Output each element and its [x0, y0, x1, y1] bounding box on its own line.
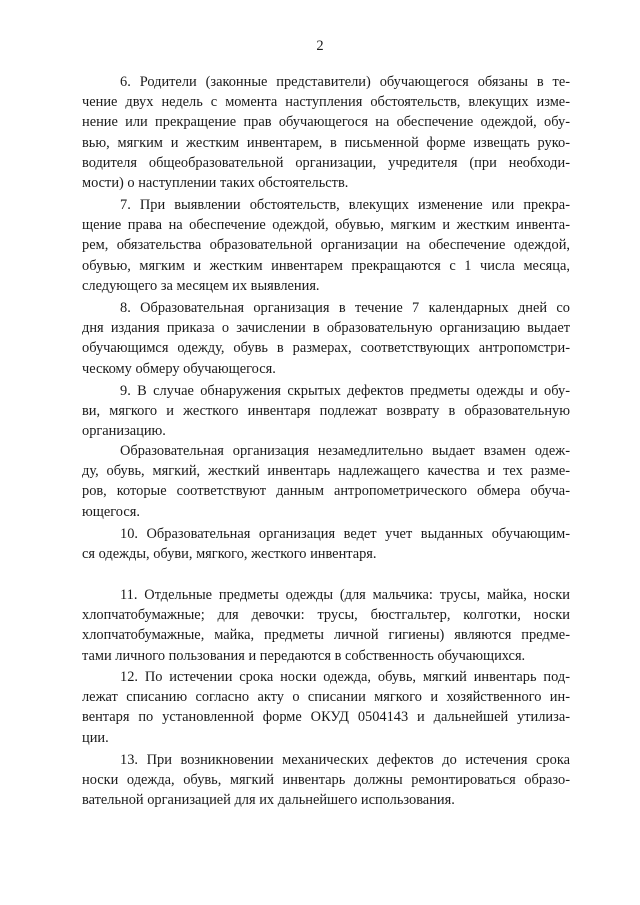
paragraph-line: обувью, мягким и жестким инвентарем прекращаются с 1 числа месяца, [82, 257, 570, 274]
paragraph-line: лежат списанию согласно акту о списании мягкого и хозяйственного ин- [82, 689, 570, 706]
page-number: 2 [316, 38, 324, 54]
paragraph-line: 13. При возникновении механических дефектов до истечения срока [120, 752, 570, 768]
paragraph-7 [82, 195, 570, 296]
paragraph-12 [82, 667, 570, 748]
paragraph-line: рем, обязательства образовательной организации на обеспечение одеждой, [82, 237, 570, 254]
paragraph-line: чение двух недель с момента наступления обстоятельств, влекущих изме- [82, 94, 570, 111]
paragraph-13 [82, 750, 570, 811]
paragraph-line: 11. Отдельные предметы одежды (для мальчика: трусы, майка, носки [120, 587, 570, 603]
paragraph-line: щение права на обеспечение одеждой, обувью, мягким и жестким инвента- [82, 217, 570, 234]
paragraph-line: нение или прекращение прав обучающегося на обеспечение одеждой, обу- [82, 114, 570, 131]
paragraph-line: ду, обувь, мягкий, жесткий инвентарь надлежащего качества и тех разме- [82, 463, 570, 480]
paragraph-line: носки одежда, обувь, мягкий инвентарь должны ремонтироваться образо- [82, 772, 570, 789]
paragraph-8 [82, 298, 570, 379]
paragraph-line: Образовательная организация незамедлительно выдает взамен одеж- [120, 443, 570, 459]
paragraph-6 [82, 72, 570, 193]
paragraph-line: 8. Образовательная организация в течение 7 календарных дней со [120, 300, 570, 316]
paragraph-line: хлопчатобумажные, майка, предметы личной гигиены) являются предме- [82, 627, 570, 644]
paragraph-line: 10. Образовательная организация ведет учет выданных обучающим- [120, 526, 570, 542]
paragraph-line: ся одежды, обуви, мягкого, жесткого инвентаря. [82, 546, 377, 563]
paragraph-line: ров, которые соответствуют данным антропометрического обмера обуча- [82, 483, 570, 500]
paragraph-line: 7. При выявлении обстоятельств, влекущих изменение или прекра- [120, 197, 570, 213]
paragraph-line: 12. По истечении срока носки одежда, обувь, мягкий инвентарь под- [120, 669, 570, 685]
paragraph-line: ческому обмеру обучающегося. [82, 360, 276, 377]
paragraph-line: вательной организацией для их дальнейшего использования. [82, 792, 455, 809]
paragraph-line: тами личного пользования и передаются в собственность обучающихся. [82, 647, 526, 664]
paragraph-11 [82, 585, 570, 666]
paragraph-line: обучающимся одежду, обувь в размерах, соответствующих антропомстри- [82, 340, 570, 357]
paragraph-line: дня издания приказа о зачислении в образовательную организацию выдает [82, 320, 570, 337]
paragraph-9-continuation [82, 441, 570, 522]
paragraph-line: водителя общеобразовательной организации, учредителя (при необходи- [82, 154, 570, 171]
paragraph-line: хлопчатобумажные; для девочки: трусы, бюстгальтер, колготки, носки [82, 607, 570, 624]
paragraph-9 [82, 381, 570, 442]
paragraph-line: ви, мягкого и жесткого инвентаря подлежат возврату в образовательную [82, 403, 570, 420]
paragraph-10 [82, 524, 570, 564]
paragraph-line: 6. Родители (законные представители) обучающегося обязаны в те- [120, 74, 570, 90]
paragraph-line: вентаря по установленной форме ОКУД 0504143 и дальнейшей утилиза- [82, 709, 570, 726]
paragraph-line: ющегося. [82, 503, 140, 520]
paragraph-line: следующего за месяцем их выявления. [82, 277, 320, 294]
paragraph-line: ции. [82, 729, 109, 746]
paragraph-line: 9. В случае обнаружения скрытых дефектов предметы одежды и обу- [120, 383, 570, 399]
paragraph-line: организацию. [82, 423, 166, 440]
paragraph-line: мости) о наступлении таких обстоятельств. [82, 175, 349, 192]
paragraph-line: вью, мягким и жестким инвентарем, в письменной форме извещать руко- [82, 134, 570, 151]
